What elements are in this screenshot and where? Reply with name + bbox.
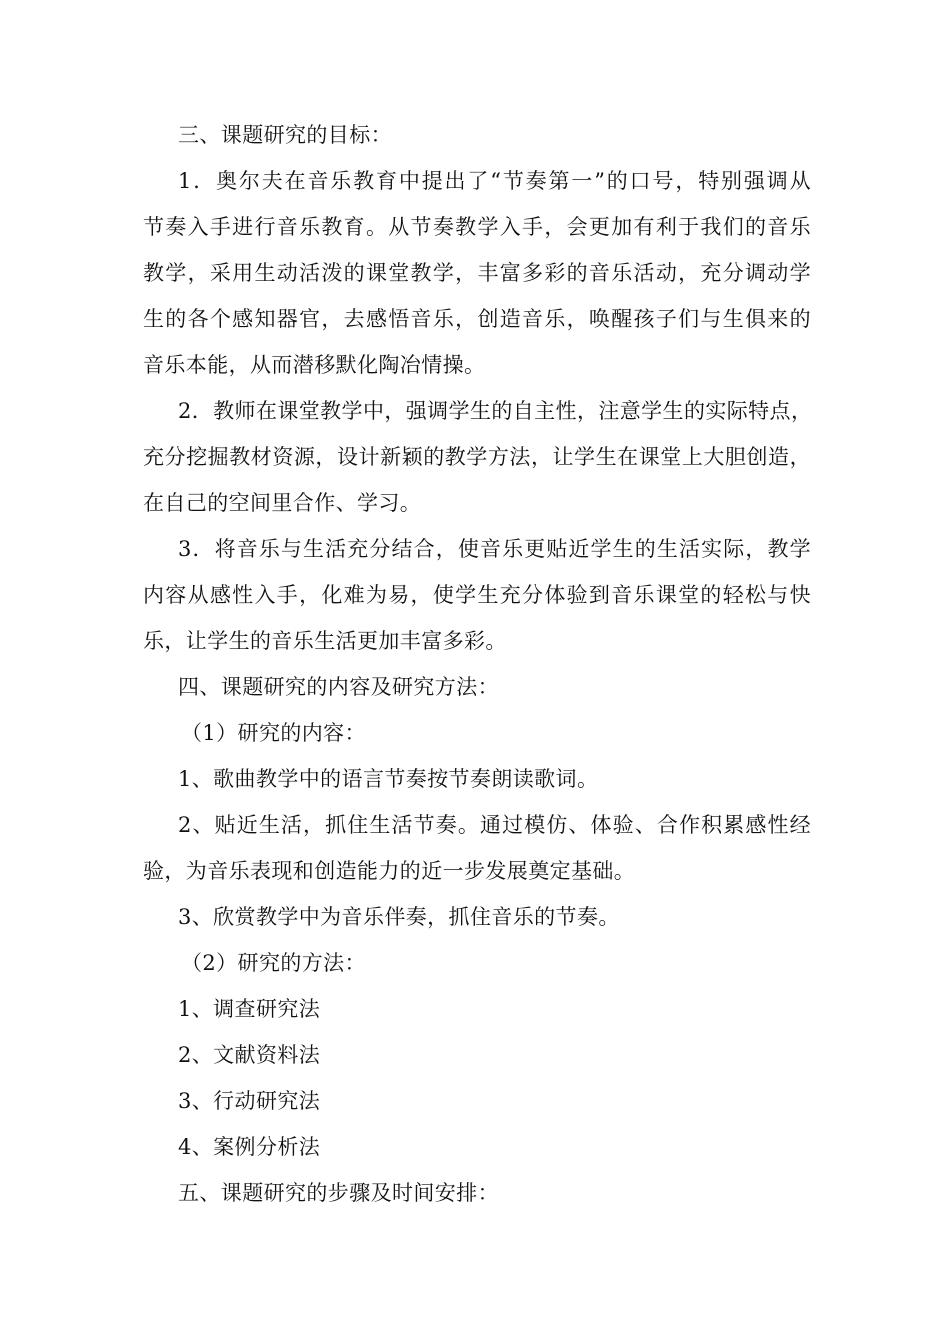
method-item-1: 1、调查研究法 [178, 997, 321, 1021]
content-item-3: 3、欣赏教学中为音乐伴奏，抓住音乐的节奏。 [178, 905, 620, 929]
section-heading-content-methods: 四、课题研究的内容及研究方法： [178, 675, 499, 699]
goal-2-line-1: 2．教师在课堂教学中，强调学生的自主性，注意学生的实际特点， [178, 399, 813, 423]
method-item-3: 3、行动研究法 [178, 1089, 321, 1113]
goal-1-line-5: 音乐本能，从而潜移默化陶冶情操。 [143, 353, 486, 377]
goal-3-line-3: 乐，让学生的音乐生活更加丰富多彩。 [143, 629, 507, 653]
goal-1-line-1: 1．奥尔夫在音乐教育中提出了“节奏第一”的口号，特别强调从 [178, 169, 811, 193]
content-item-1: 1、歌曲教学中的语言节奏按节奏朗读歌词。 [178, 767, 599, 791]
section-heading-goals: 三、课题研究的目标： [178, 123, 392, 147]
goal-3-line-1: 3．将音乐与生活充分结合，使音乐更贴近学生的生活实际，教学 [178, 537, 811, 561]
content-item-2-line-1: 2、贴近生活，抓住生活节奏。通过模仿、体验、合作积累感性经 [178, 813, 811, 837]
goal-2-line-3: 在自己的空间里合作、学习。 [143, 491, 422, 515]
section-heading-steps-schedule: 五、课题研究的步骤及时间安排： [178, 1181, 499, 1205]
goal-1-line-2: 节奏入手进行音乐教育。从节奏教学入手，会更加有利于我们的音乐 [143, 215, 811, 239]
content-item-2-line-2: 验，为音乐表现和创造能力的近一步发展奠定基础。 [143, 859, 636, 883]
subheading-methods: （2）研究的方法： [181, 951, 366, 975]
method-item-4: 4、案例分析法 [178, 1135, 321, 1159]
goal-1-line-3: 教学，采用生动活泼的课堂教学，丰富多彩的音乐活动，充分调动学 [143, 261, 811, 285]
goal-3-line-2: 内容从感性入手，化难为易，使学生充分体验到音乐课堂的轻松与快 [143, 583, 811, 607]
method-item-2: 2、文献资料法 [178, 1043, 321, 1067]
goal-2-line-2: 充分挖掘教材资源，设计新颖的教学方法，让学生在课堂上大胆创造， [143, 445, 811, 469]
subheading-content: （1）研究的内容： [181, 721, 366, 745]
document-body [143, 112, 811, 1216]
goal-1-line-4: 生的各个感知器官，去感悟音乐，创造音乐，唤醒孩子们与生俱来的 [143, 307, 811, 331]
